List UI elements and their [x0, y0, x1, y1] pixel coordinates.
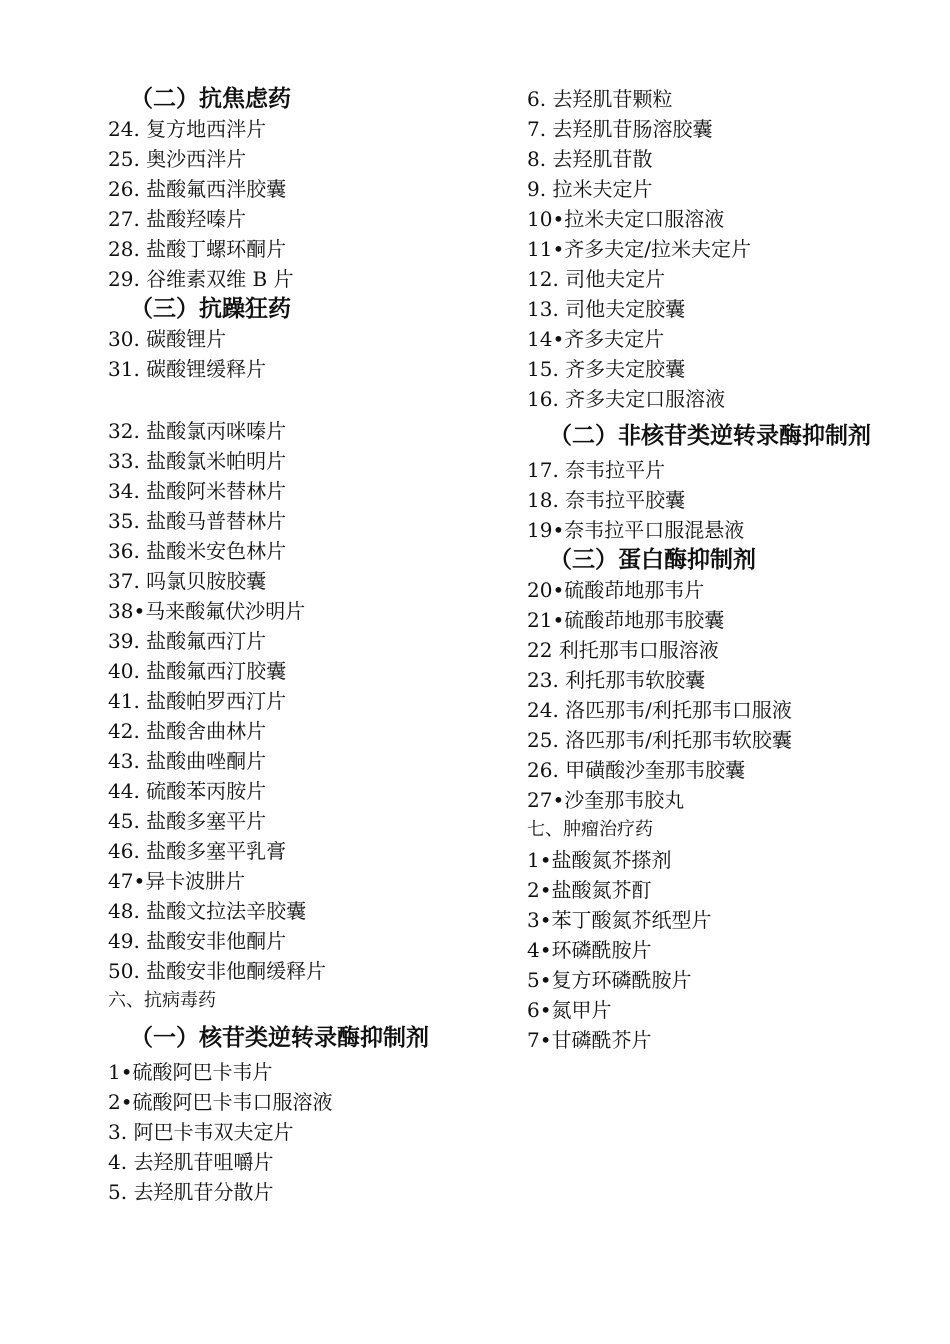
list-item: 27. 盐酸羟嗪片 [108, 207, 247, 231]
left-column [108, 84, 508, 1207]
list-item: 17. 奈韦拉平片 [527, 458, 666, 482]
right-column [527, 84, 927, 1055]
list-item: 20•硫酸茚地那韦片 [527, 578, 705, 602]
list-item: 48. 盐酸文拉法辛胶囊 [108, 899, 307, 923]
list-item: 45. 盐酸多塞平片 [108, 809, 267, 833]
list-item: 41. 盐酸帕罗西汀片 [108, 689, 287, 713]
list-item: 22 利托那韦口服溶液 [527, 638, 719, 662]
list-item: 27•沙奎那韦胶丸 [527, 788, 685, 812]
list-item: 2•盐酸氮芥酊 [527, 878, 652, 902]
chapter-heading: 六、抗病毒药 [108, 990, 216, 1011]
list-item: 31. 碳酸锂缓释片 [108, 357, 267, 381]
list-item: 12. 司他夫定片 [527, 267, 666, 291]
chapter-heading: 七、肿瘤治疗药 [527, 819, 653, 840]
list-item: 6. 去羟肌苷颗粒 [527, 87, 673, 111]
list-item: 34. 盐酸阿米替林片 [108, 479, 287, 503]
list-item: 11•齐多夫定/拉米夫定片 [527, 237, 751, 261]
list-item: 30. 碳酸锂片 [108, 327, 227, 351]
list-item: 40. 盐酸氟西汀胶囊 [108, 659, 287, 683]
list-item: 1•硫酸阿巴卡韦片 [108, 1060, 273, 1084]
list-item: 44. 硫酸苯丙胺片 [108, 779, 267, 803]
list-item: 49. 盐酸安非他酮片 [108, 929, 287, 953]
section-heading: （三）蛋白酶抑制剂 [549, 547, 756, 573]
list-item: 2•硫酸阿巴卡韦口服溶液 [108, 1090, 333, 1114]
section-heading: （一）核苷类逆转录酶抑制剂 [130, 1025, 429, 1051]
list-item: 13. 司他夫定胶囊 [527, 297, 686, 321]
section-heading: （二）抗焦虑药 [130, 86, 291, 112]
list-item: 35. 盐酸马普替林片 [108, 509, 287, 533]
list-item: 5. 去羟肌苷分散片 [108, 1180, 274, 1204]
list-item: 7•甘磷酰芥片 [527, 1028, 652, 1052]
list-item: 43. 盐酸曲唑酮片 [108, 749, 267, 773]
list-item: 25. 洛匹那韦/利托那韦软胶囊 [527, 728, 792, 752]
list-item: 21•硫酸茚地那韦胶囊 [527, 608, 725, 632]
list-item: 24. 洛匹那韦/利托那韦口服液 [527, 698, 792, 722]
blank-line [108, 384, 508, 416]
list-item: 3. 阿巴卡韦双夫定片 [108, 1120, 294, 1144]
list-item: 26. 甲磺酸沙奎那韦胶囊 [527, 758, 746, 782]
list-item: 10•拉米夫定口服溶液 [527, 207, 725, 231]
list-item: 16. 齐多夫定口服溶液 [527, 387, 726, 411]
list-item: 25. 奥沙西泮片 [108, 147, 247, 171]
list-item: 23. 利托那韦软胶囊 [527, 668, 706, 692]
list-item: 19•奈韦拉平口服混悬液 [527, 518, 745, 542]
list-item: 36. 盐酸米安色林片 [108, 539, 287, 563]
list-item: 1•盐酸氮芥搽剂 [527, 848, 672, 872]
list-item: 18. 奈韦拉平胶囊 [527, 488, 686, 512]
list-item: 7. 去羟肌苷肠溶胶囊 [527, 117, 713, 141]
list-item: 42. 盐酸舍曲林片 [108, 719, 267, 743]
list-item: 46. 盐酸多塞平乳膏 [108, 839, 287, 863]
section-heading: （二）非核苷类逆转录酶抑制剂 [549, 423, 871, 449]
list-item: 28. 盐酸丁螺环酮片 [108, 237, 287, 261]
list-item: 5•复方环磷酰胺片 [527, 968, 692, 992]
list-item: 3•苯丁酸氮芥纸型片 [527, 908, 712, 932]
list-item: 4•环磷酰胺片 [527, 938, 652, 962]
list-item: 15. 齐多夫定胶囊 [527, 357, 686, 381]
list-item: 39. 盐酸氟西汀片 [108, 629, 267, 653]
list-item: 47•异卡波肼片 [108, 869, 246, 893]
list-item: 14•齐多夫定片 [527, 327, 665, 351]
list-item: 37. 吗氯贝胺胶囊 [108, 569, 267, 593]
list-item: 50. 盐酸安非他酮缓释片 [108, 959, 327, 983]
list-item: 38•马来酸氟伏沙明片 [108, 599, 306, 623]
list-item: 9. 拉米夫定片 [527, 177, 653, 201]
list-item: 24. 复方地西泮片 [108, 117, 267, 141]
list-item: 8. 去羟肌苷散 [527, 147, 653, 171]
list-item: 29. 谷维素双维 B 片 [108, 267, 294, 291]
list-item: 4. 去羟肌苷咀嚼片 [108, 1150, 274, 1174]
section-heading: （三）抗躁狂药 [130, 296, 291, 322]
list-item: 6•氮甲片 [527, 998, 612, 1022]
list-item: 26. 盐酸氟西泮胶囊 [108, 177, 287, 201]
list-item: 32. 盐酸氯丙咪嗪片 [108, 419, 287, 443]
list-item: 33. 盐酸氯米帕明片 [108, 449, 287, 473]
